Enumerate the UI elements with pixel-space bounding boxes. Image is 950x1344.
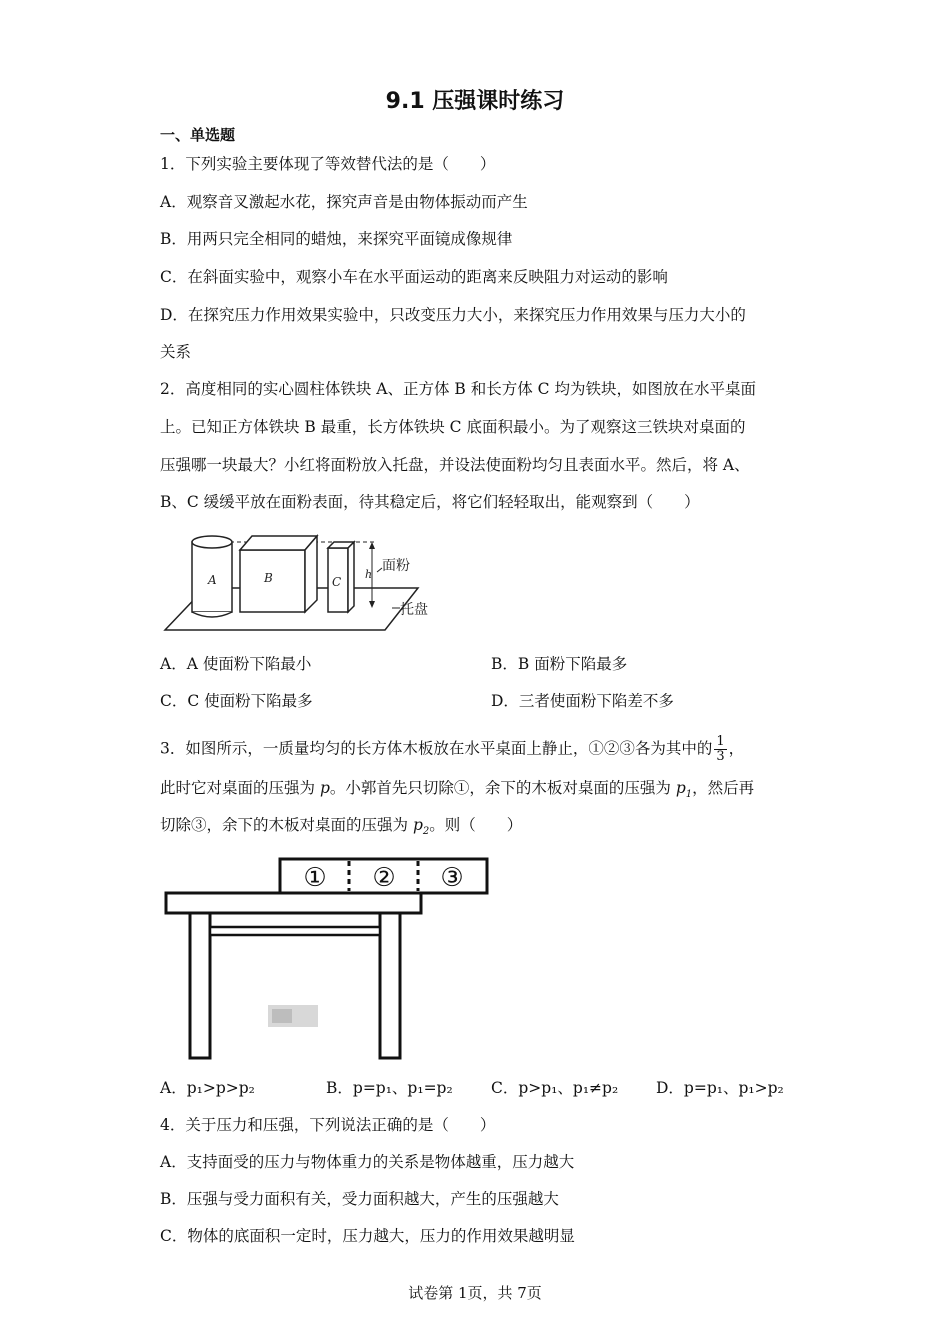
page-footer: 试卷第 1页，共 7页	[408, 1284, 542, 1302]
q3-stem-line2	[160, 777, 754, 806]
symbol-p1-sub: 1	[685, 789, 693, 801]
q3-stem-text: 3．如图所示，一质量均匀的长方体木板放在水平桌面上静止，①②③各为其中的	[160, 739, 713, 758]
q2-stem-line1: 2．高度相同的实心圆柱体铁块 A、正方体 B 和长方体 C 均为铁块，如图放在水平桌面	[160, 380, 756, 398]
label-b: B	[264, 571, 273, 585]
q2-stem-line4: B、C 缓缓平放在面粉表面，待其稳定后，将它们轻轻取出，能观察到（ ）	[160, 493, 700, 511]
table-top	[166, 893, 421, 913]
q3-option-a: A．p₁>p>p₂	[160, 1079, 255, 1097]
symbol-p2-sub: 2	[422, 826, 430, 838]
q1-stem: 1．下列实验主要体现了等效替代法的是（ ）	[160, 155, 496, 173]
label-a: A	[208, 573, 217, 587]
table-crossbar	[210, 927, 380, 935]
q3-figure	[160, 855, 500, 1065]
symbol-p: p	[319, 779, 330, 797]
q2-option-b: B．B 面粉下陷最多	[491, 655, 628, 673]
symbol-p1: p	[675, 779, 686, 797]
q4-option-c: C．物体的底面积一定时，压力越大，压力的作用效果越明显	[160, 1227, 575, 1245]
fraction-denominator: 3	[716, 749, 725, 764]
q3-stem-line3	[160, 814, 522, 843]
q3-text-3a: 切除③，余下的木板对桌面的压强为	[160, 816, 413, 834]
label-c: C	[332, 575, 342, 589]
symbol-p2: p	[412, 816, 423, 834]
q2-option-c: C．C 使面粉下陷最多	[160, 692, 313, 710]
section-heading: 一、单选题	[160, 126, 236, 144]
q2-stem-line3: 压强哪一块最大？小红将面粉放入托盘，并设法使面粉均匀且表面水平。然后，将 A、	[160, 456, 750, 474]
board-section-1: ①	[303, 863, 327, 893]
q3-option-b: B．p=p₁、p₁=p₂	[326, 1079, 453, 1097]
q3-stem-comma: ，	[728, 739, 745, 758]
q1-option-a: A．观察音叉激起水花，探究声音是由物体振动而产生	[160, 193, 528, 211]
q1-option-c: C．在斜面实验中，观察小车在水平面运动的距离来反映阻力对运动的影响	[160, 268, 668, 286]
q4-option-a: A．支持面受的压力与物体重力的关系是物体越重，压力越大	[160, 1153, 575, 1171]
q1-option-b: B．用两只完全相同的蜡烛，来探究平面镜成像规律	[160, 230, 513, 248]
q4-stem: 4．关于压力和压强，下列说法正确的是（ ）	[160, 1116, 496, 1134]
cube-b	[240, 536, 317, 612]
table-leg-left	[190, 913, 210, 1058]
q4-option-b: B．压强与受力面积有关，受力面积越大，产生的压强越大	[160, 1190, 559, 1208]
q3-text-3b: 。则（ ）	[429, 816, 523, 834]
label-flour: 面粉	[382, 558, 410, 574]
q2-figure	[160, 530, 450, 635]
q3-text-2c: ，然后再	[692, 779, 755, 797]
label-tray: 托盘	[400, 602, 428, 618]
label-h: h	[365, 568, 373, 581]
board-section-2: ②	[372, 863, 396, 893]
q2-option-d: D．三者使面粉下陷差不多	[491, 692, 674, 710]
q2-option-a: A．A 使面粉下陷最小	[160, 655, 312, 673]
one-third-fraction	[714, 735, 726, 764]
q1-option-d-line2: 关系	[160, 343, 192, 361]
board-section-3: ③	[440, 863, 464, 893]
q2-stem-line2: 上。已知正方体铁块 B 最重，长方体铁块 C 底面积最小。为了观察这三铁块对桌面的	[160, 418, 746, 436]
table-leg-right	[380, 913, 400, 1058]
q3-text-2b: 。小郭首先只切除①，余下的木板对桌面的压强为	[329, 779, 676, 797]
q3-stem-line1	[160, 735, 744, 764]
q3-option-d: D．p=p₁、p₁>p₂	[656, 1079, 784, 1097]
q3-text-2a: 此时它对桌面的压强为	[160, 779, 320, 797]
q1-option-d-line1: D．在探究压力作用效果实验中，只改变压力大小，来探究压力作用效果与压力大小的	[160, 306, 746, 324]
fraction-numerator: 1	[716, 734, 725, 749]
q3-option-c: C．p>p₁、p₁≠p₂	[491, 1079, 619, 1097]
page-title: 9.1 压强课时练习	[385, 89, 565, 114]
